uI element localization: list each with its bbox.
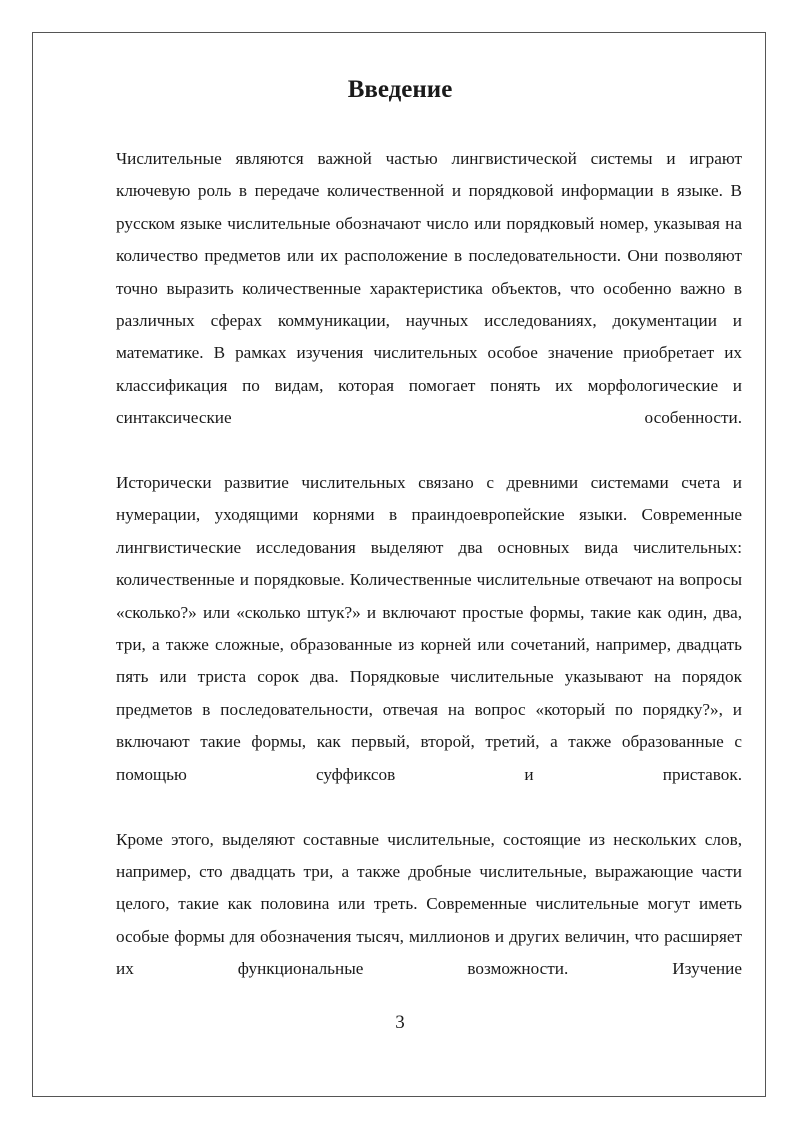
paragraph-2: Исторически развитие числительных связано с древними системами счета и нумерации, уходящими корнями в праиндоевропейские языки. Современные лингвистические исследования выделяют два основных вида числительных: количественные и порядковые. Количественные числительные отвечают на вопросы «сколько?» или «сколько штук?» и включают простые формы, такие как один, два, три, а также сложные, образованные из корней или сочетаний, например, двадцать пять или триста сорок два. Порядковые числительные указывают на порядок предметов в последовательности, отвечая на вопрос «который по порядку?», и включают такие формы, как первый, второй, третий, а также образованные с помощью суффиксов и приставок. bbox=[116, 473, 742, 784]
paragraph-1: Числительные являются важной частью лингвистической системы и играют ключевую роль в передаче количественной и порядковой информации в языке. В русском языке числительные обозначают число или порядковый номер, указывая на количество предметов или их расположение в последовательности. Они позволяют точно выразить количественные характеристика объектов, что особенно важно в различных сферах коммуникации, научных исследованиях, документации и математике. В рамках изучения числительных особое значение приобретает их классификация по видам, которая помогает понять их морфологические и синтаксические особенности. bbox=[116, 149, 742, 428]
page-title: Введение bbox=[347, 76, 453, 103]
page-number: 3 bbox=[395, 1012, 405, 1033]
paragraph-3: Кроме этого, выделяют составные числительные, состоящие из нескольких слов, например, сто двадцать три, а также дробные числительные, выражающие части целого, такие как половина или треть. Современные числительные могут иметь особые формы для обозначения тысяч, миллионов и других величин, что расширяет их функциональные возможности. Изучение bbox=[116, 829, 742, 979]
document-body bbox=[116, 143, 742, 986]
